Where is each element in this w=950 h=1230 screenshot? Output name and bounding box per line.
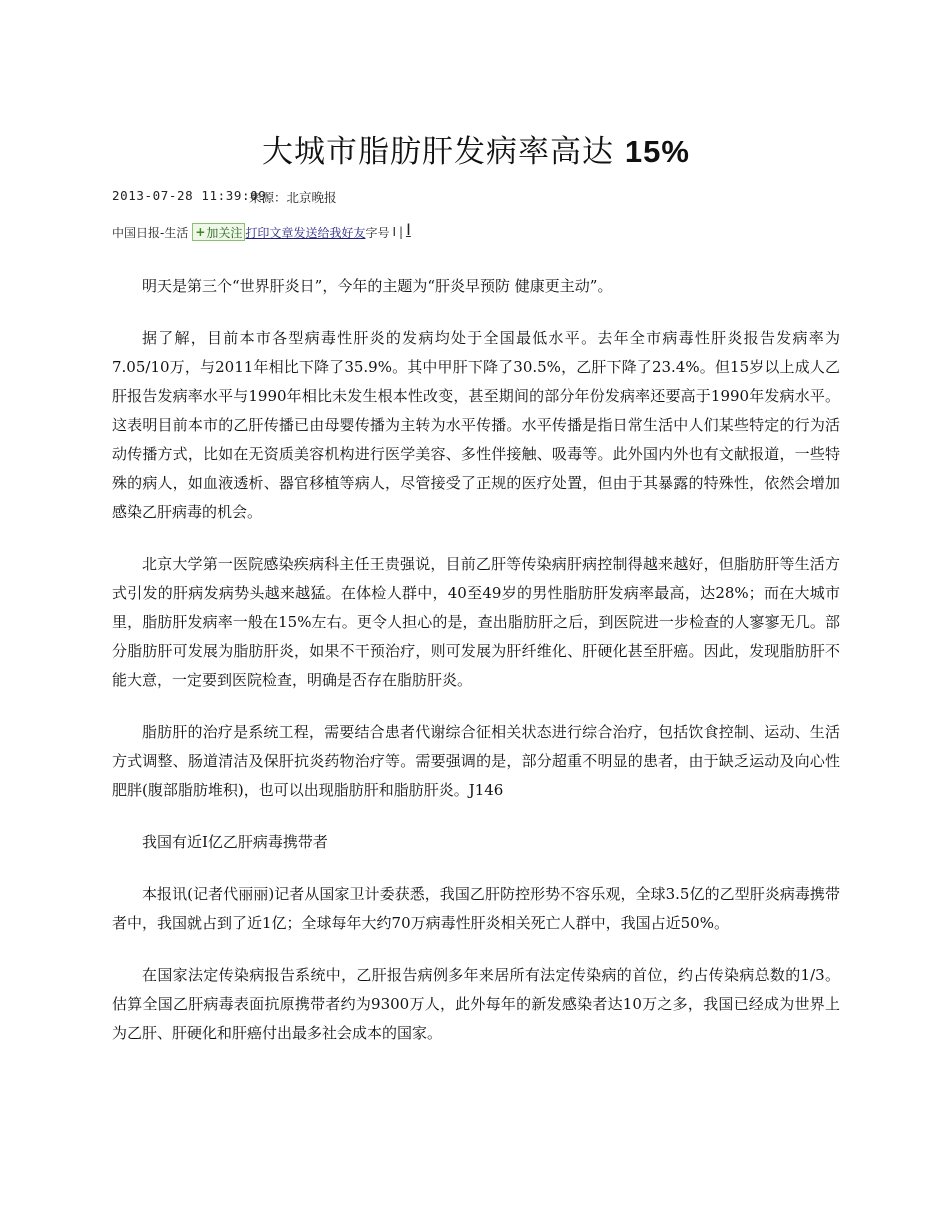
font-small-button[interactable]: I [392,225,397,239]
article-meta [112,188,337,205]
article-title-percent: 15% [624,134,690,169]
paragraph: 北京大学第一医院感染疾病科主任王贵强说，目前乙肝等传染病肝病控制得越来越好，但脂肪肝等生活方式引发的肝病发病势头越来越猛。在体检人群中，40至49岁的男性脂肪肝发病率最高，达28%；而在大城市里，脂肪肝发病率一般在15%左右。更令人担心的是，查出脂肪肝之后，到医院进一步检查的人寥寥无几。部分脂肪肝可发展为脂肪肝炎，如果不干预治疗，则可发展为肝纤维化、肝硬化甚至肝癌。因此，发现脂肪肝不能大意，一定要到医院检查，明确是否存在脂肪肝炎。 [112,555,840,689]
paragraph: 据了解，目前本市各型病毒性肝炎的发病均处于全国最低水平。去年全市病毒性肝炎报告发病率为7.05/10万，与2011年相比下降了35.9%。其中甲肝下降了30.5%，乙肝下降了23.4%。但15岁以上成人乙肝报告发病率水平与1990年相比未发生根本性改变，甚至期间的部分年份发病率还要高于1990年发病水平。这表明目前本市的乙肝传播已由母婴传播为主转为水平传播。水平传播是指日常生活中人们某些特定的行为活动传播方式，比如在无资质美容机构进行医学美容、多性伴接触、吸毒等。此外国内外也有文献报道，一些特殊的病人，如血液透析、器官移植等病人，尽管接受了正规的医疗处置，但由于其暴露的特殊性，依然会增加感染乙肝病毒的机会。 [112,329,840,521]
article-body [112,272,840,1071]
paragraph: 明天是第三个“世界肝炎日”，今年的主题为“肝炎早预防 健康更主动”。 [142,277,613,295]
sub-heading: 我国有近I亿乙肝病毒携带者 [142,833,328,851]
follow-button-label: 加关注 [206,225,243,240]
send-to-friend-link[interactable]: 发送给我好友 [293,225,366,240]
follow-button[interactable] [192,223,245,241]
font-separator: | [399,225,404,239]
plus-icon: + [195,225,206,239]
article-source: 来源：北京晚报 [249,190,337,205]
paragraph: 本报讯(记者代丽丽)记者从国家卫计委获悉，我国乙肝防控形势不容乐观，全球3.5亿的乙型肝炎病毒携带者中，我国就占到了近1亿；全球每年大约70万病毒性肝炎相关死亡人群中，我国占近50%。 [112,885,840,932]
paragraph: 在国家法定传染病报告系统中，乙肝报告病例多年来居所有法定传染病的首位，约占传染病总数的1/3。估算全国乙肝病毒表面抗原携带者约为9300万人，此外每年的新发感染者达10万之多，我国已经成为世界上为乙肝、肝硬化和肝癌付出最多社会成本的国家。 [112,966,840,1042]
paragraph: 脂肪肝的治疗是系统工程，需要结合患者代谢综合征相关状态进行综合治疗，包括饮食控制、运动、生活方式调整、肠道清洁及保肝抗炎药物治疗等。需要强调的是，部分超重不明显的患者，由于缺乏运动及向心性肥胖(腹部脂肪堆积)，也可以出现脂肪肝和脂肪肝炎。J146 [112,723,840,799]
font-large-button[interactable]: I [406,219,411,239]
article-title-text: 大城市脂肪肝发病率高达 [262,134,615,170]
font-size-label: 字号 [365,225,390,240]
category-label: 中国日报-生活 [112,225,189,240]
publish-date: 2013-07-28 11:39:09 [112,188,267,203]
print-article-link[interactable]: 打印文章 [245,225,294,240]
article-title [112,126,840,171]
article-toolbar [112,220,411,244]
